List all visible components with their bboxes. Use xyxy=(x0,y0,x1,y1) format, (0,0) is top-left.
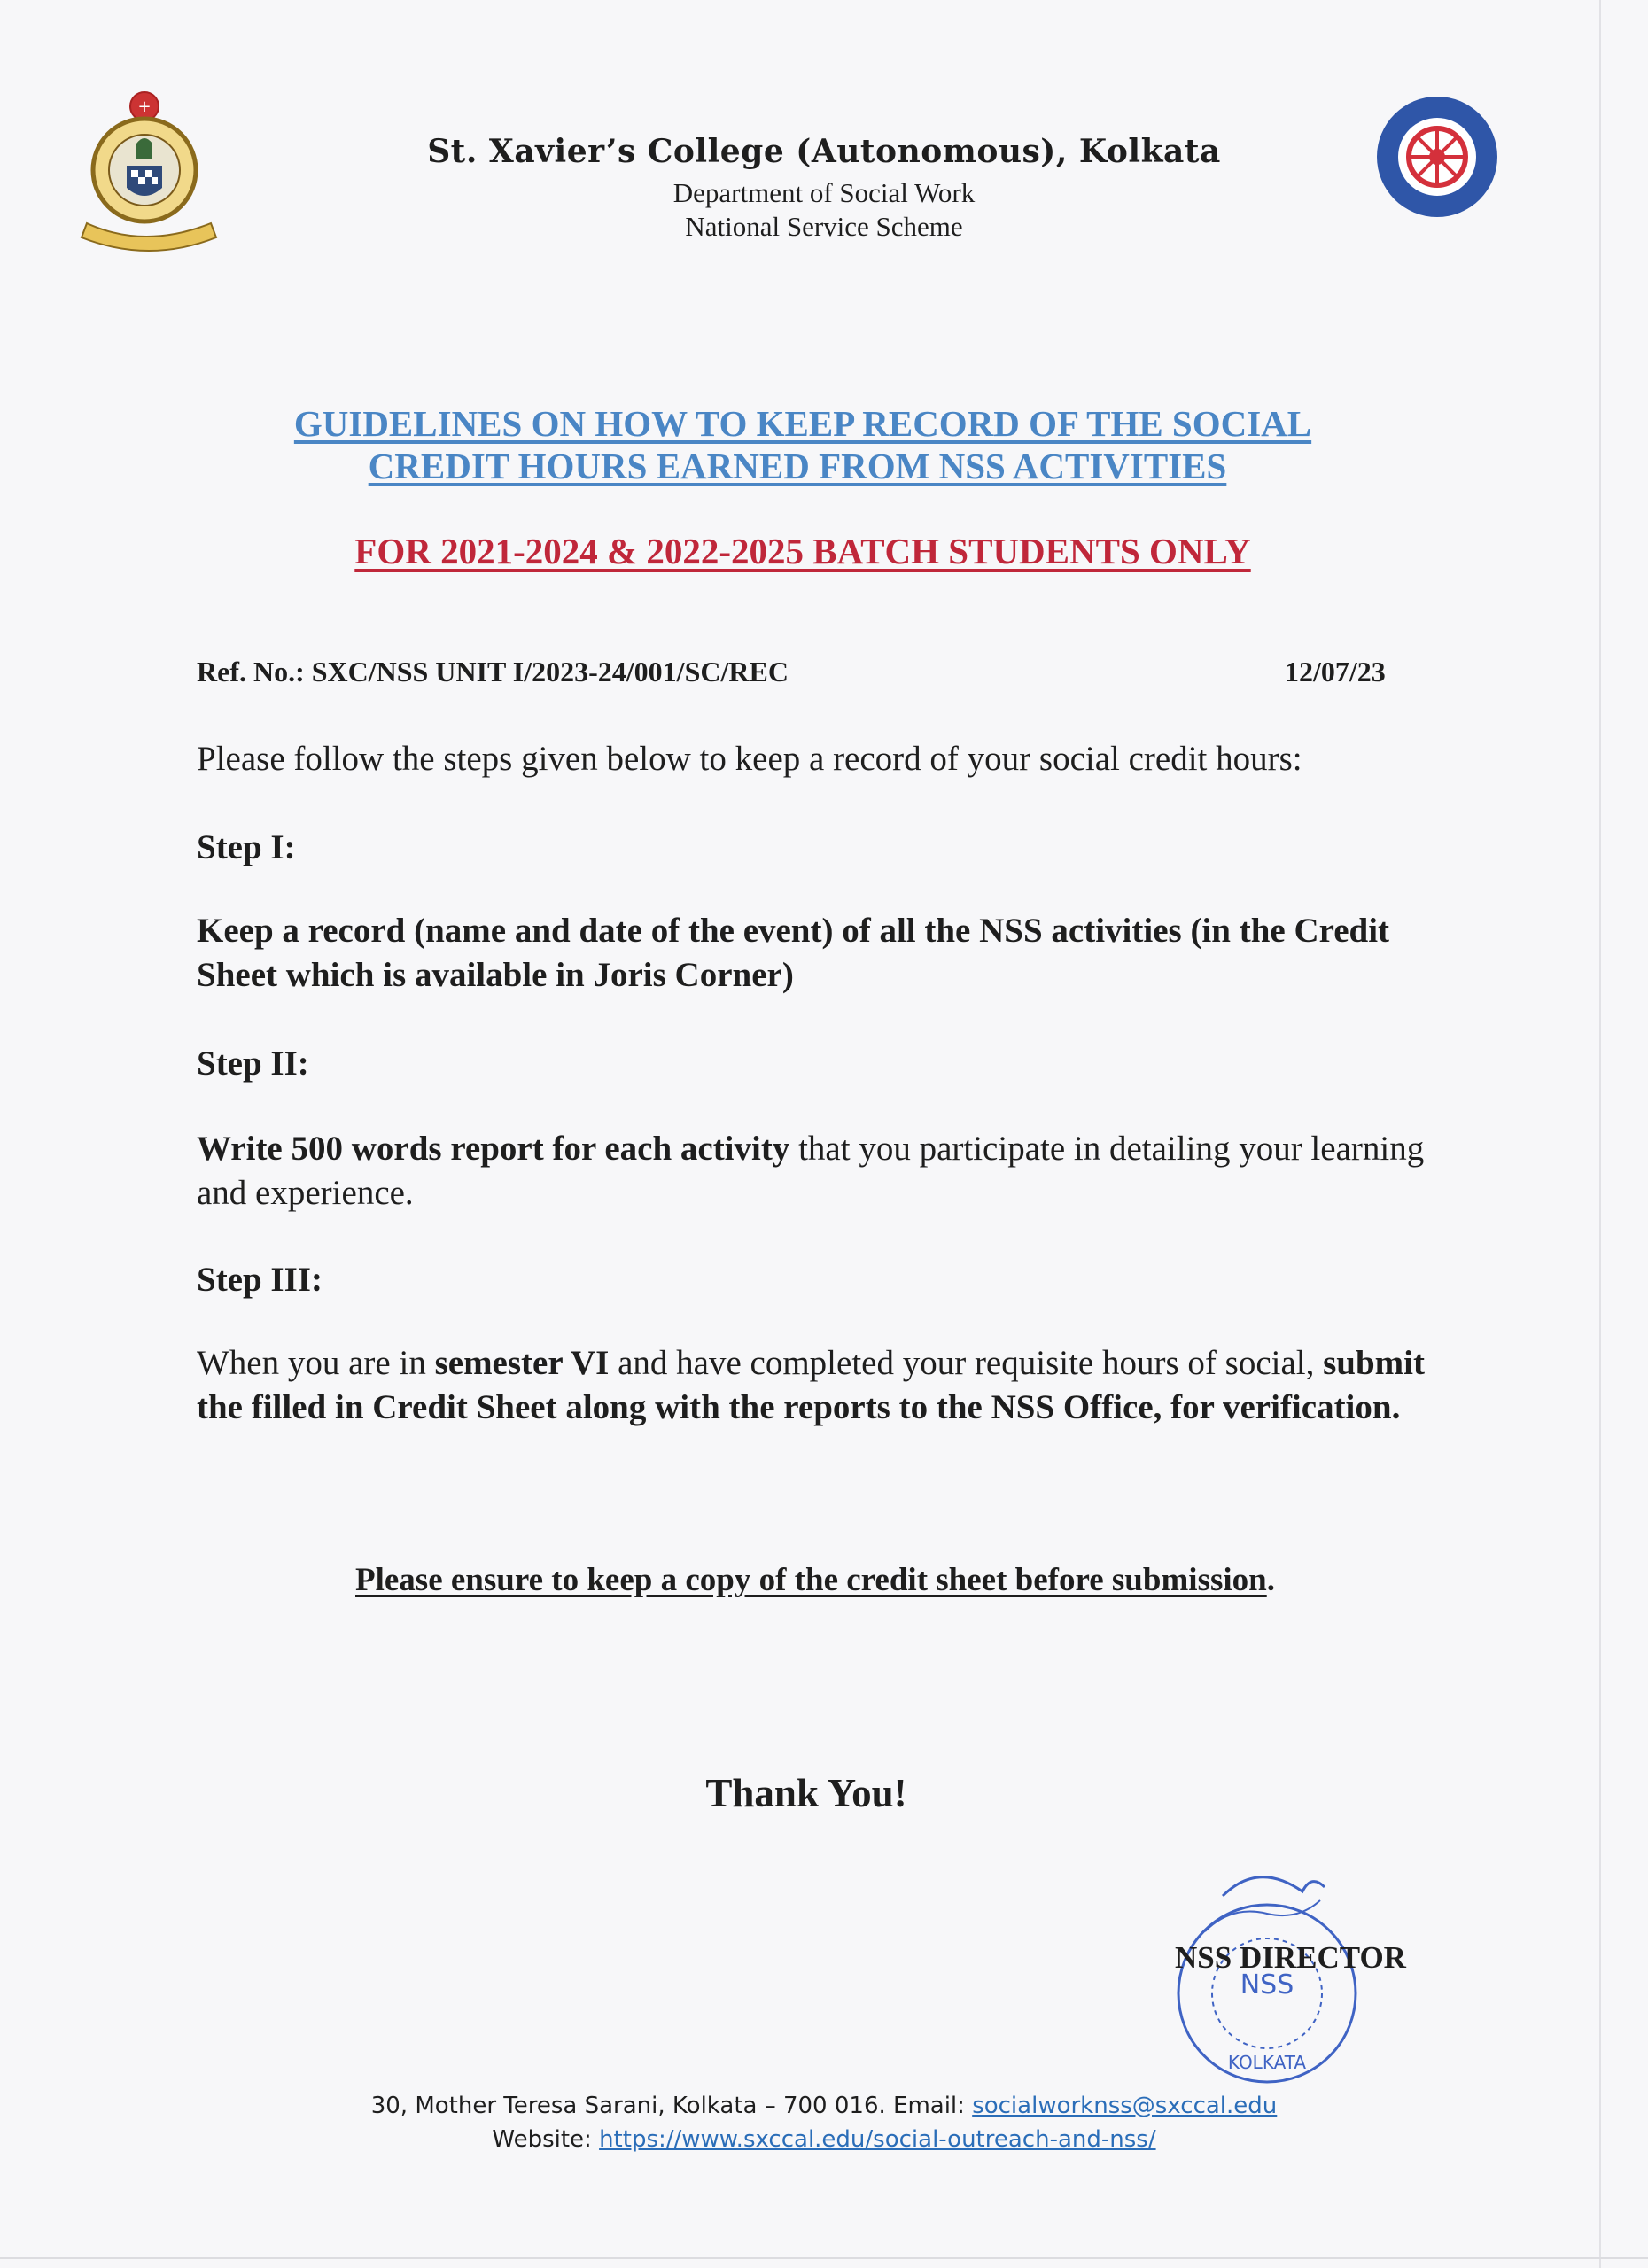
step-3-heading: Step III: xyxy=(197,1261,323,1299)
step-3-submit-instruction: submit the filled in Credit Sheet along with the reports to the NSS Office, for verification. xyxy=(197,1344,1425,1426)
step-2-bold-text: Write 500 words report for each activity xyxy=(197,1130,790,1168)
step-3-semester: semester VI xyxy=(434,1344,610,1382)
reference-number xyxy=(197,656,789,688)
college-name: St. Xavier’s College (Autonomous), Kolkata xyxy=(427,133,1221,170)
batch-notice: FOR 2021-2024 & 2022-2025 BATCH STUDENTS ONLY xyxy=(354,531,1251,571)
reference-label: Ref. No.: xyxy=(197,656,305,687)
step-3-text-c: and have completed your requisite hours of social, xyxy=(609,1344,1324,1382)
document-title-line-1: GUIDELINES ON HOW TO KEEP RECORD OF THE SOCIAL xyxy=(293,403,1312,444)
step-2-text xyxy=(197,1127,1437,1216)
footer-website-link[interactable]: https://www.sxccal.edu/social-outreach-and-nss/ xyxy=(599,2126,1156,2153)
scan-edge-line xyxy=(1599,0,1601,2268)
svg-text:KOLKATA: KOLKATA xyxy=(1227,2052,1307,2073)
svg-text:NSS: NSS xyxy=(1240,1969,1294,2000)
director-signature-title: NSS DIRECTOR xyxy=(1175,1940,1406,1975)
footer-address xyxy=(0,2093,1648,2119)
step-2-regular-text: that you participate in detailing your learning and experience. xyxy=(197,1130,1425,1212)
nss-stamp xyxy=(1170,1860,1364,2091)
footer-address-text: 30, Mother Teresa Sarani, Kolkata – 700 016. Email: xyxy=(370,2093,973,2119)
footer-email-link[interactable]: socialworknss@sxccal.edu xyxy=(972,2093,1278,2119)
step-3-text-a: When you are in xyxy=(197,1344,435,1382)
step-1-text: Keep a record (name and date of the event) of all the NSS activities (in the Credit Sheet which is available in Joris Corner) xyxy=(197,912,1390,994)
scheme-name: National Service Scheme xyxy=(685,211,963,242)
footer-website-label: Website: xyxy=(492,2126,600,2153)
reference-value: SXC/NSS UNIT I/2023-24/001/SC/REC xyxy=(311,656,789,687)
ensure-copy-notice xyxy=(0,1561,1639,1599)
step-3-text xyxy=(197,1341,1437,1430)
ensure-copy-period: . xyxy=(1266,1562,1275,1598)
svg-text:+: + xyxy=(137,97,152,116)
thank-you-text: Thank You! xyxy=(705,1771,907,1815)
footer-website xyxy=(0,2126,1648,2153)
step-1-heading: Step I: xyxy=(197,828,296,866)
document-title-line-2: CREDIT HOURS EARNED FROM NSS ACTIVITIES xyxy=(368,446,1227,486)
ensure-copy-text: Please ensure to keep a copy of the credit sheet before submission xyxy=(355,1562,1267,1598)
step-2-heading: Step II: xyxy=(197,1045,309,1083)
intro-paragraph: Please follow the steps given below to keep a record of your social credit hours: xyxy=(197,740,1302,778)
document-date: 12/07/23 xyxy=(1285,656,1386,687)
scan-bottom-line xyxy=(0,2257,1648,2259)
department-name: Department of Social Work xyxy=(672,177,976,208)
